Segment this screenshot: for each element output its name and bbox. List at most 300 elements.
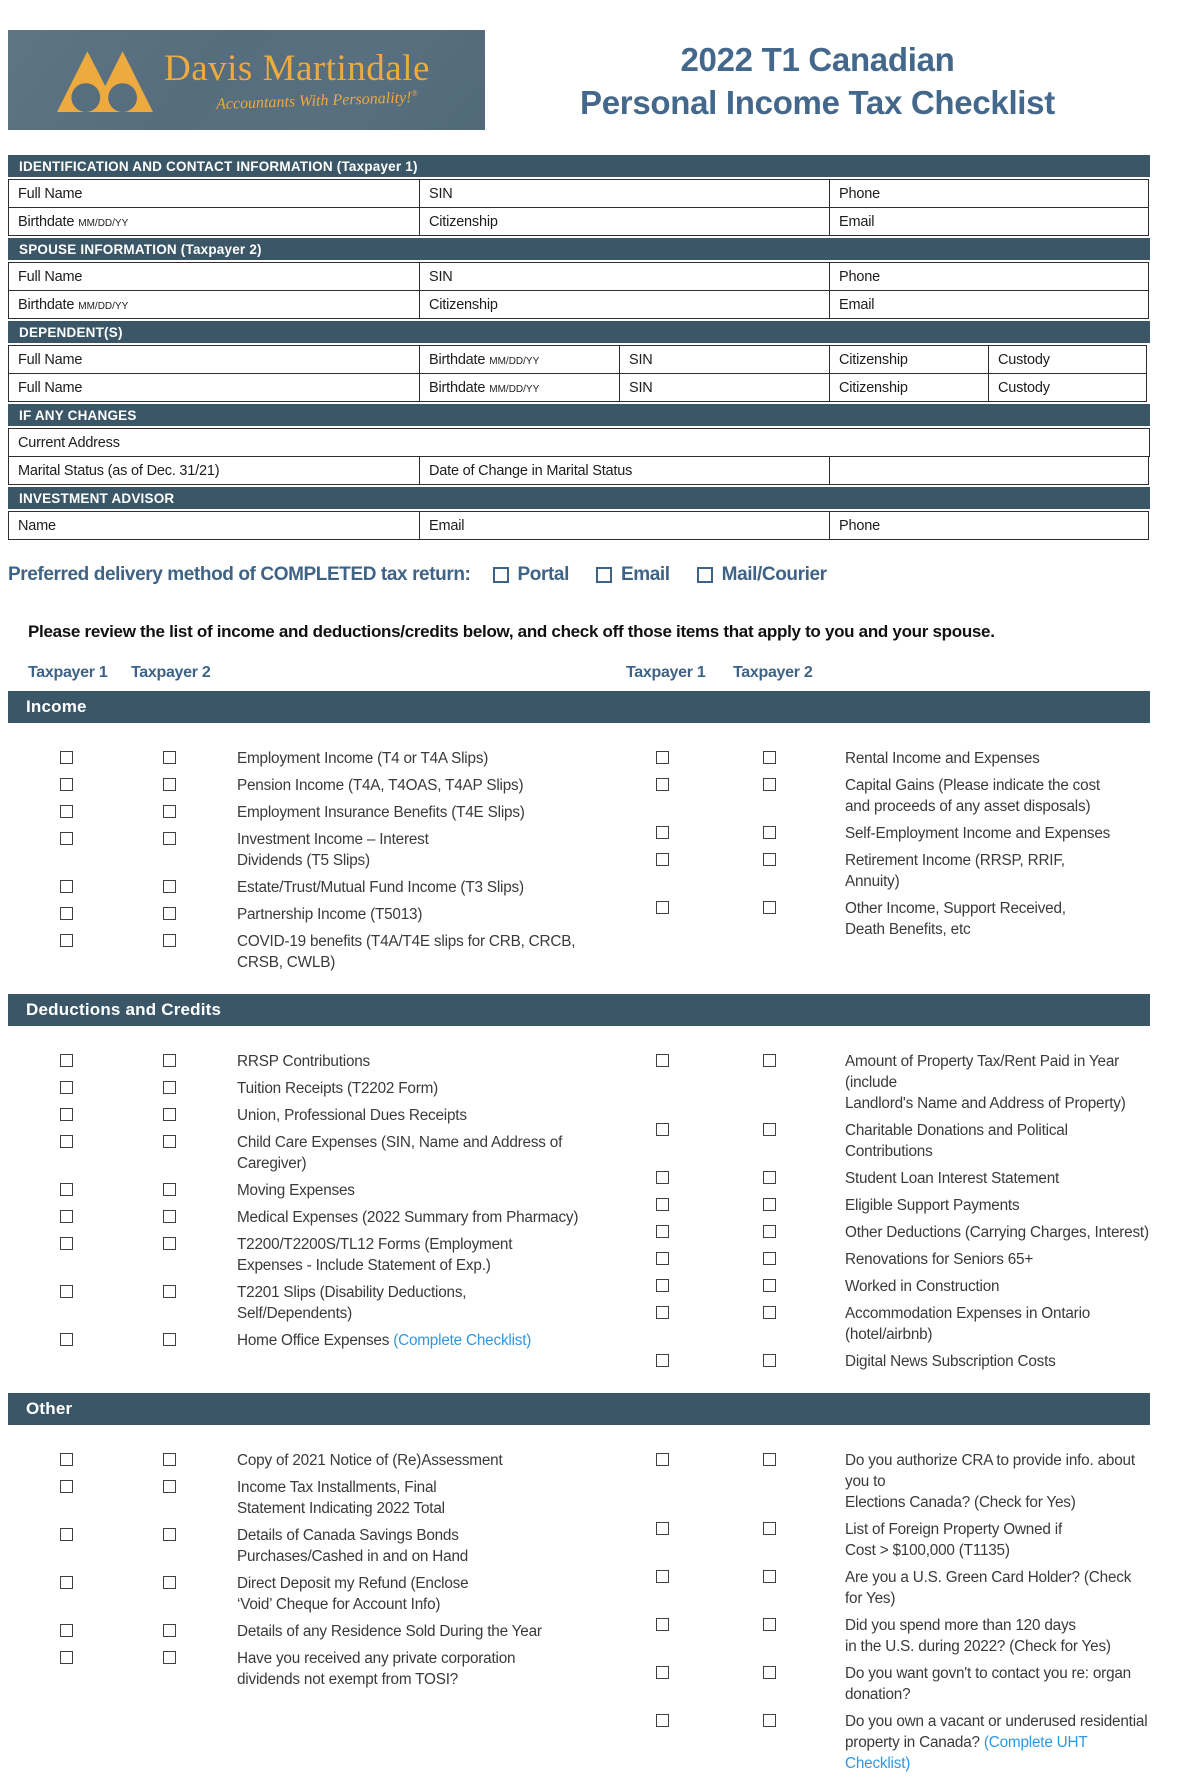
item-label <box>237 1078 579 1099</box>
item-label-line: Digital News Subscription Costs <box>845 1353 1056 1370</box>
taxpayer2-checkbox[interactable] <box>163 1528 176 1541</box>
checklist-item-capital-gains-please-indicate-the-cost <box>579 775 1150 817</box>
delivery-option-mail-courier <box>697 564 827 586</box>
item-label-line: Child Care Expenses (SIN, Name and Address of Caregiver) <box>237 1134 563 1172</box>
taxpayer2-checkbox[interactable] <box>163 805 176 818</box>
checklist-item-direct-deposit-my-refund-enclose <box>8 1573 579 1615</box>
checklist-item-estate-trust-mutual-fund-income-t3-slips <box>8 877 579 898</box>
field-birthdate[interactable] <box>419 345 620 374</box>
field-date-of-change-in-marital-status[interactable] <box>419 456 830 485</box>
delivery-options <box>493 564 854 586</box>
checklist-item-union-professional-dues-receipts <box>8 1105 579 1126</box>
checklist-item-details-of-canada-savings-bonds <box>8 1525 579 1567</box>
item-label <box>845 1303 1150 1345</box>
page-header <box>8 30 1150 130</box>
checklist <box>8 664 1150 1786</box>
item-label-line: Do you want govn't to contact you re: organ donation? <box>845 1665 1131 1703</box>
item-label-line: Accommodation Expenses in Ontario (hotel/airbnb) <box>845 1305 1091 1343</box>
registered-mark: ® <box>411 88 419 99</box>
item-label-line: Employment Insurance Benefits (T4E Slips) <box>237 804 525 821</box>
section-bar-income: Income <box>8 691 1150 723</box>
field-label: Citizenship <box>839 380 908 396</box>
field-full-name[interactable] <box>8 345 420 374</box>
item-label <box>237 904 579 925</box>
taxpayer1-checkbox[interactable] <box>60 1453 73 1466</box>
item-label-line: RRSP Contributions <box>237 1053 371 1070</box>
field-birthdate[interactable] <box>419 373 620 402</box>
taxpayer1-checkbox[interactable] <box>60 1576 73 1589</box>
item-label-line: Income Tax Installments, Final <box>237 1479 437 1496</box>
field-label-format: MM/DD/YY <box>489 356 540 367</box>
taxpayer2-checkbox[interactable] <box>163 778 176 791</box>
section-columns-income <box>8 723 1150 985</box>
field-label: Birthdate <box>429 352 486 368</box>
item-label-line: Employment Income (T4 or T4A Slips) <box>237 750 489 767</box>
checklist-item-do-you-want-govn-t-to-contact-you-re-organ-donation <box>579 1663 1150 1705</box>
field-label: Birthdate <box>18 214 75 230</box>
taxpayer1-checkbox[interactable] <box>656 1522 669 1535</box>
checklist-item-list-of-foreign-property-owned-if <box>579 1519 1150 1561</box>
item-label-line: COVID-19 benefits (T4A/T4E slips for CRB, CRCB, CRSB, CWLB) <box>237 933 576 971</box>
checklist-item-home-office-expenses <box>8 1330 579 1351</box>
field-empty <box>829 456 1149 485</box>
taxpayer1-checkbox[interactable] <box>656 853 669 866</box>
field-label: Full Name <box>18 186 83 202</box>
income-right-column <box>579 748 1150 979</box>
taxpayer2-checkbox[interactable] <box>163 1651 176 1664</box>
field-label: SIN <box>429 186 453 202</box>
taxpayer2-checkbox[interactable] <box>763 1453 776 1466</box>
checklist-item-employment-income-t4-or-t4a-slips <box>8 748 579 769</box>
taxpayer1-checkbox[interactable] <box>656 1306 669 1319</box>
taxpayer1-checkbox[interactable] <box>656 751 669 764</box>
checklist-item-have-you-received-any-private-corporation <box>8 1648 579 1690</box>
checklist-item-t2201-slips-disability-deductions-self-dependents <box>8 1282 579 1324</box>
item-label <box>845 1051 1150 1114</box>
section-bar-deductions-and-credits: Deductions and Credits <box>8 994 1150 1026</box>
field-phone[interactable] <box>829 262 1149 291</box>
item-label <box>845 1249 1150 1270</box>
field-current-address[interactable] <box>8 428 1150 457</box>
checklist-item-did-you-spend-more-than-120-days <box>579 1615 1150 1657</box>
taxpayer-column-headers-right <box>579 664 1150 682</box>
checklist-item-employment-insurance-benefits-t4e-slips <box>8 802 579 823</box>
taxpayer2-checkbox[interactable] <box>163 1081 176 1094</box>
item-label <box>237 1450 579 1471</box>
item-label-line: Home Office Expenses (Complete Checklist) <box>237 1332 532 1349</box>
checklist-page <box>8 0 1150 1786</box>
taxpayer2-checkbox[interactable] <box>163 1054 176 1067</box>
checklist-item-renovations-for-seniors-65 <box>579 1249 1150 1270</box>
field-label: Custody <box>998 380 1050 396</box>
checklist-item-retirement-income-rrsp-rrif <box>579 850 1150 892</box>
taxpayer1-checkbox[interactable] <box>60 880 73 893</box>
taxpayer1-checkbox[interactable] <box>60 778 73 791</box>
checklist-item-details-of-any-residence-sold-during-the-year <box>8 1621 579 1642</box>
taxpayer2-checkbox[interactable] <box>163 934 176 947</box>
item-label-line: Elections Canada? (Check for Yes) <box>845 1494 1076 1511</box>
taxpayer2-checkbox[interactable] <box>763 1279 776 1292</box>
taxpayer1-checkbox[interactable] <box>656 778 669 791</box>
field-birthdate[interactable] <box>8 290 420 319</box>
taxpayer2-checkbox[interactable] <box>763 1225 776 1238</box>
taxpayer2-checkbox[interactable] <box>763 1171 776 1184</box>
taxpayer2-checkbox[interactable] <box>763 778 776 791</box>
taxpayer2-checkbox[interactable] <box>763 1618 776 1631</box>
taxpayer2-checkbox[interactable] <box>163 1285 176 1298</box>
item-label <box>845 1351 1150 1372</box>
taxpayer2-checkbox[interactable] <box>163 751 176 764</box>
taxpayer2-checkbox[interactable] <box>163 1183 176 1196</box>
item-label-line: Estate/Trust/Mutual Fund Income (T3 Slips) <box>237 879 524 896</box>
email-checkbox[interactable] <box>596 567 612 583</box>
taxpayer2-checkbox[interactable] <box>763 1354 776 1367</box>
field-birthdate[interactable] <box>8 207 420 236</box>
item-label <box>237 1105 579 1126</box>
taxpayer2-checkbox[interactable] <box>763 1123 776 1136</box>
taxpayer1-checkbox[interactable] <box>656 1198 669 1211</box>
item-label-line: Other Income, Support Received, <box>845 900 1066 917</box>
field-label: Full Name <box>18 380 83 396</box>
table-row <box>8 262 1150 291</box>
taxpayer2-checkbox[interactable] <box>163 1237 176 1250</box>
field-sin[interactable] <box>419 179 830 208</box>
taxpayer2-checkbox[interactable] <box>763 1306 776 1319</box>
checklist-item-charitable-donations-and-political-contributions <box>579 1120 1150 1162</box>
item-label <box>237 1648 579 1690</box>
item-label-line: Tuition Receipts (T2202 Form) <box>237 1080 439 1097</box>
item-label-line: Landlord's Name and Address of Property) <box>845 1095 1126 1112</box>
taxpayer1-checkbox[interactable] <box>60 751 73 764</box>
logo-wordmark: Davis Martindale <box>164 48 430 90</box>
field-label: Date of Change in Marital Status <box>429 463 633 479</box>
taxpayer1-checkbox[interactable] <box>656 1279 669 1292</box>
page-title: 2022 T1 Canadian Personal Income Tax Checklist <box>580 41 1055 121</box>
checklist-item-amount-of-property-tax-rent-paid-in-year-include <box>579 1051 1150 1114</box>
taxpayer1-checkbox[interactable] <box>656 1225 669 1238</box>
checklist-item-tuition-receipts-t2202-form <box>8 1078 579 1099</box>
item-label-line: Worked in Construction <box>845 1278 1000 1295</box>
taxpayer2-checkbox[interactable] <box>763 826 776 839</box>
taxpayer2-checkbox[interactable] <box>763 853 776 866</box>
logo-tagline: Accountants With Personality!® <box>215 88 419 114</box>
taxpayer1-checkbox[interactable] <box>60 1285 73 1298</box>
checklist-item-eligible-support-payments <box>579 1195 1150 1216</box>
field-custody[interactable] <box>988 373 1147 402</box>
checklist-item-child-care-expenses-sin-name-and-address-of-caregiver <box>8 1132 579 1174</box>
taxpayer2-checkbox[interactable] <box>163 1624 176 1637</box>
checklist-item-covid-19-benefits-t4a-t4e-slips-for-crb-crcb-crsb-cwlb <box>8 931 579 973</box>
item-label-line: Details of any Residence Sold During the Year <box>237 1623 542 1640</box>
taxpayer2-checkbox[interactable] <box>763 1570 776 1583</box>
complete-uht-checklist-link[interactable]: (Complete UHT Checklist) <box>845 1734 1088 1772</box>
item-label <box>237 1051 579 1072</box>
item-label <box>845 1195 1150 1216</box>
taxpayer1-checkbox[interactable] <box>656 1252 669 1265</box>
instruction-text: Please review the list of income and deductions/credits below, and check off those items that apply to you and your spouse. <box>28 622 995 641</box>
item-label <box>845 1168 1150 1189</box>
taxpayer2-checkbox[interactable] <box>163 1480 176 1493</box>
portal-checkbox[interactable] <box>493 567 509 583</box>
item-label-line: T2201 Slips (Disability Deductions, Self/Dependents) <box>237 1284 467 1322</box>
item-label-line: Capital Gains (Please indicate the cost <box>845 777 1100 794</box>
taxpayer1-checkbox[interactable] <box>60 907 73 920</box>
delivery-method-label: Preferred delivery method of COMPLETED tax return: <box>8 564 471 585</box>
checklist-item-copy-of-2021-notice-of-re-assessment <box>8 1450 579 1471</box>
taxpayer1-checkbox[interactable] <box>656 1123 669 1136</box>
item-label-line: Cost > $100,000 (T1135) <box>845 1542 1010 1559</box>
other-left-column <box>8 1450 579 1780</box>
field-label: Current Address <box>18 435 120 451</box>
field-custody[interactable] <box>988 345 1147 374</box>
taxpayer1-checkbox[interactable] <box>60 1183 73 1196</box>
field-phone[interactable] <box>829 511 1149 540</box>
item-label-line: Have you received any private corporation <box>237 1650 516 1667</box>
item-label-line: property in Canada? (Complete UHT Checklist) <box>845 1734 1088 1772</box>
field-phone[interactable] <box>829 179 1149 208</box>
taxpayer1-checkbox[interactable] <box>656 1714 669 1727</box>
field-full-name[interactable] <box>8 373 420 402</box>
field-label: Citizenship <box>429 214 498 230</box>
item-label-line: Retirement Income (RRSP, RRIF, <box>845 852 1065 869</box>
delivery-option-label: Mail/Courier <box>721 564 827 585</box>
checklist-item-do-you-authorize-cra-to-provide-info-about-you-to <box>579 1450 1150 1513</box>
item-label <box>845 898 1150 940</box>
item-label-line: Eligible Support Payments <box>845 1197 1020 1214</box>
taxpayer-2-header: Taxpayer 2 <box>733 664 813 681</box>
delivery-method-row <box>8 564 1150 586</box>
table-row <box>8 179 1150 208</box>
taxpayer1-checkbox[interactable] <box>656 1570 669 1583</box>
field-citizenship[interactable] <box>419 290 830 319</box>
item-label-line: Copy of 2021 Notice of (Re)Assessment <box>237 1452 503 1469</box>
field-email[interactable] <box>829 207 1149 236</box>
field-label: Name <box>18 518 56 534</box>
taxpayer-headers-row <box>8 664 1150 682</box>
taxpayer2-checkbox[interactable] <box>163 1333 176 1346</box>
field-sin[interactable] <box>419 262 830 291</box>
checklist-item-income-tax-installments-final <box>8 1477 579 1519</box>
item-label-line: Death Benefits, etc <box>845 921 971 938</box>
davis-martindale-logo <box>8 30 485 130</box>
field-label: SIN <box>629 352 653 368</box>
taxpayer2-checkbox[interactable] <box>163 1576 176 1589</box>
field-label: Phone <box>839 518 880 534</box>
table-row <box>8 290 1150 319</box>
taxpayer1-checkbox[interactable] <box>656 1453 669 1466</box>
checklist-item-other-income-support-received <box>579 898 1150 940</box>
taxpayer1-checkbox[interactable] <box>60 1210 73 1223</box>
taxpayer1-checkbox[interactable] <box>60 1333 73 1346</box>
taxpayer1-checkbox[interactable] <box>60 1528 73 1541</box>
taxpayer2-checkbox[interactable] <box>163 1210 176 1223</box>
field-full-name[interactable] <box>8 179 420 208</box>
item-label <box>237 775 579 796</box>
taxpayer2-checkbox[interactable] <box>763 751 776 764</box>
table-row <box>8 373 1150 402</box>
field-name[interactable] <box>8 511 420 540</box>
identification-tables <box>8 155 1150 540</box>
item-label <box>237 1525 579 1567</box>
table-row <box>8 456 1150 485</box>
field-label: Full Name <box>18 269 83 285</box>
taxpayer1-checkbox[interactable] <box>656 1354 669 1367</box>
checklist-item-investment-income-interest <box>8 829 579 871</box>
table-section-header-if-any-changes: IF ANY CHANGES <box>8 404 1150 426</box>
item-label-line: ‘Void’ Cheque for Account Info) <box>237 1596 441 1613</box>
item-label <box>845 1615 1150 1657</box>
delivery-option-label: Email <box>620 564 670 585</box>
logo-m-icon <box>56 48 154 112</box>
item-label-line: Statement Indicating 2022 Total <box>237 1500 445 1517</box>
taxpayer1-checkbox[interactable] <box>656 1171 669 1184</box>
field-full-name[interactable] <box>8 262 420 291</box>
item-label <box>845 1519 1150 1561</box>
checklist-item-t2200-t2200s-tl12-forms-employment <box>8 1234 579 1276</box>
taxpayer1-checkbox[interactable] <box>60 1480 73 1493</box>
field-label: Birthdate <box>18 297 75 313</box>
checklist-item-student-loan-interest-statement <box>579 1168 1150 1189</box>
table-row <box>8 428 1150 457</box>
field-citizenship[interactable] <box>419 207 830 236</box>
taxpayer1-checkbox[interactable] <box>60 1054 73 1067</box>
item-label <box>845 1120 1150 1162</box>
item-label <box>237 1282 579 1324</box>
item-label-line: Dividends (T5 Slips) <box>237 852 370 869</box>
item-label <box>237 1207 579 1228</box>
checklist-item-moving-expenses <box>8 1180 579 1201</box>
field-label: Citizenship <box>839 352 908 368</box>
checklist-item-accommodation-expenses-in-ontario-hotel-airbnb <box>579 1303 1150 1345</box>
item-label-line: T2200/T2200S/TL12 Forms (Employment <box>237 1236 513 1253</box>
item-label <box>237 1330 579 1351</box>
income-left-column <box>8 748 579 979</box>
item-label-line: Union, Professional Dues Receipts <box>237 1107 467 1124</box>
taxpayer2-checkbox[interactable] <box>763 901 776 914</box>
taxpayer2-checkbox[interactable] <box>763 1198 776 1211</box>
field-email[interactable] <box>829 290 1149 319</box>
field-label-format: MM/DD/YY <box>78 301 129 312</box>
item-label-line: Direct Deposit my Refund (Enclose <box>237 1575 469 1592</box>
item-label-line: Expenses - Include Statement of Exp.) <box>237 1257 491 1274</box>
deductions-and-credits-left-column <box>8 1051 579 1378</box>
item-label-line: Do you own a vacant or underused residential <box>845 1713 1148 1730</box>
checklist-item-partnership-income-t5013 <box>8 904 579 925</box>
field-label: SIN <box>629 380 653 396</box>
item-label <box>237 1180 579 1201</box>
item-label <box>845 748 1150 769</box>
table-row <box>8 511 1150 540</box>
checklist-item-digital-news-subscription-costs <box>579 1351 1150 1372</box>
field-label: Marital Status (as of Dec. 31/21) <box>18 463 220 479</box>
item-label-line: Rental Income and Expenses <box>845 750 1040 767</box>
taxpayer1-checkbox[interactable] <box>656 1618 669 1631</box>
field-label: Email <box>839 214 875 230</box>
item-label <box>237 1477 579 1519</box>
taxpayer1-checkbox[interactable] <box>656 901 669 914</box>
taxpayer1-checkbox[interactable] <box>60 1081 73 1094</box>
field-citizenship[interactable] <box>829 345 989 374</box>
field-email[interactable] <box>419 511 830 540</box>
taxpayer1-checkbox[interactable] <box>60 934 73 947</box>
taxpayer1-checkbox[interactable] <box>60 832 73 845</box>
table-row <box>8 345 1150 374</box>
item-label-line: Medical Expenses (2022 Summary from Pharmacy) <box>237 1209 579 1226</box>
complete-checklist-link[interactable]: (Complete Checklist) <box>393 1332 532 1349</box>
taxpayer2-checkbox[interactable] <box>763 1666 776 1679</box>
taxpayer1-checkbox[interactable] <box>60 1651 73 1664</box>
taxpayer1-checkbox[interactable] <box>60 805 73 818</box>
item-label-line: Self-Employment Income and Expenses <box>845 825 1111 842</box>
taxpayer1-checkbox[interactable] <box>656 1666 669 1679</box>
taxpayer2-checkbox[interactable] <box>163 1135 176 1148</box>
taxpayer2-checkbox[interactable] <box>163 1108 176 1121</box>
checklist-item-medical-expenses-2022-summary-from-pharmacy <box>8 1207 579 1228</box>
taxpayer-2-header: Taxpayer 2 <box>131 664 211 681</box>
item-label-line: Charitable Donations and Political Contributions <box>845 1122 1068 1160</box>
item-label-line: Are you a U.S. Green Card Holder? (Check for Yes) <box>845 1569 1132 1607</box>
item-label-line: Pension Income (T4A, T4OAS, T4AP Slips) <box>237 777 524 794</box>
item-label <box>237 802 579 823</box>
taxpayer2-checkbox[interactable] <box>163 907 176 920</box>
taxpayer1-checkbox[interactable] <box>60 1108 73 1121</box>
taxpayer1-checkbox[interactable] <box>60 1624 73 1637</box>
item-label-line: Student Loan Interest Statement <box>845 1170 1060 1187</box>
item-label-line: in the U.S. during 2022? (Check for Yes) <box>845 1638 1111 1655</box>
checklist-item-pension-income-t4a-t4oas-t4ap-slips <box>8 775 579 796</box>
item-label <box>237 1621 579 1642</box>
taxpayer2-checkbox[interactable] <box>763 1714 776 1727</box>
item-label-line: Partnership Income (T5013) <box>237 906 423 923</box>
taxpayer2-checkbox[interactable] <box>763 1522 776 1535</box>
taxpayer2-checkbox[interactable] <box>163 880 176 893</box>
taxpayer2-checkbox[interactable] <box>763 1054 776 1067</box>
taxpayer2-checkbox[interactable] <box>763 1252 776 1265</box>
field-citizenship[interactable] <box>829 373 989 402</box>
field-label: Custody <box>998 352 1050 368</box>
delivery-option-email <box>596 564 670 586</box>
taxpayer2-checkbox[interactable] <box>163 832 176 845</box>
item-label-line: Purchases/Cashed in and on Hand <box>237 1548 469 1565</box>
section-bar-other: Other <box>8 1393 1150 1425</box>
taxpayer-1-header: Taxpayer 1 <box>626 664 706 681</box>
item-label <box>237 748 579 769</box>
taxpayer1-checkbox[interactable] <box>656 1054 669 1067</box>
item-label-line: Moving Expenses <box>237 1182 355 1199</box>
item-label-line: Details of Canada Savings Bonds <box>237 1527 459 1544</box>
field-label: Citizenship <box>429 297 498 313</box>
item-label <box>845 1276 1150 1297</box>
item-label-line: dividends not exempt from TOSI? <box>237 1671 459 1688</box>
taxpayer2-checkbox[interactable] <box>163 1453 176 1466</box>
item-label <box>237 829 579 871</box>
mail-courier-checkbox[interactable] <box>697 567 713 583</box>
table-section-header-dependent-s: DEPENDENT(S) <box>8 321 1150 343</box>
taxpayer1-checkbox[interactable] <box>60 1237 73 1250</box>
item-label-line: Amount of Property Tax/Rent Paid in Year (include <box>845 1053 1120 1091</box>
taxpayer1-checkbox[interactable] <box>60 1135 73 1148</box>
taxpayer1-checkbox[interactable] <box>656 826 669 839</box>
field-marital-status-as-of-dec-31-21[interactable] <box>8 456 420 485</box>
checklist-item-do-you-own-a-vacant-or-underused-residential <box>579 1711 1150 1774</box>
deductions-and-credits-right-column <box>579 1051 1150 1378</box>
item-label-line: Do you authorize CRA to provide info. about you to <box>845 1452 1135 1490</box>
field-sin[interactable] <box>619 345 830 374</box>
field-label-format: MM/DD/YY <box>489 384 540 395</box>
section-columns-deductions-and-credits <box>8 1026 1150 1384</box>
item-label <box>237 1573 579 1615</box>
field-sin[interactable] <box>619 373 830 402</box>
